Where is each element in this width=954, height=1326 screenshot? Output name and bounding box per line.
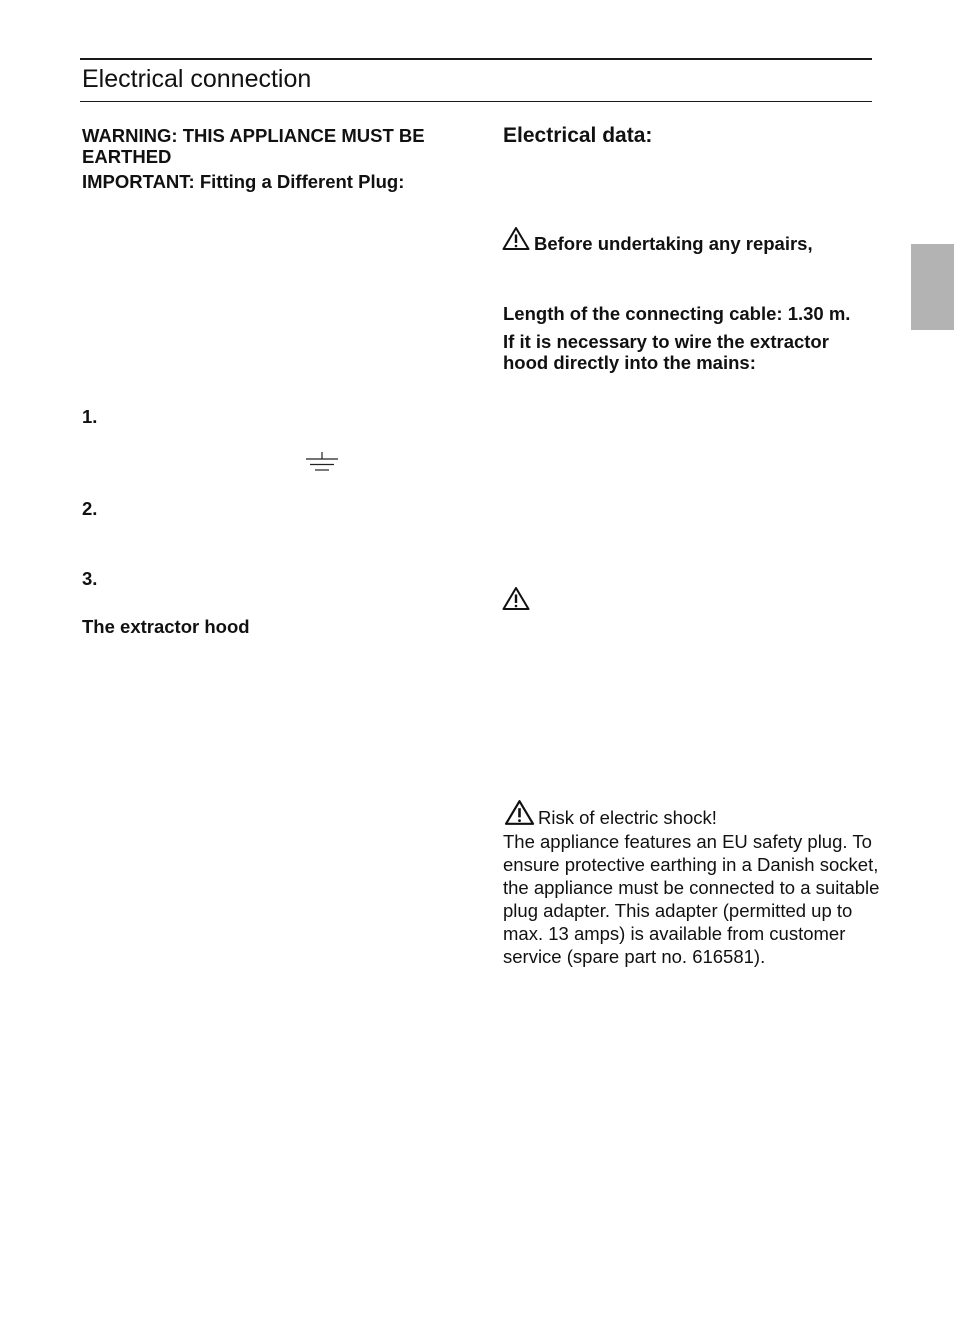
warning-triangle-icon [502,586,530,611]
page-title: Electrical connection [82,65,312,93]
warning-triangle-icon [502,226,530,251]
earth-symbol-icon [305,452,339,474]
header-rule-bottom [80,101,872,102]
repairs-warning-text: Before undertaking any repairs, [534,233,813,254]
electrical-data-heading: Electrical data: [503,124,653,147]
shock-warning-title: Risk of electric shock! [538,807,717,828]
step-1-number: 1. [82,406,98,427]
header-rule-top [80,58,872,60]
cable-length-text: Length of the connecting cable: 1.30 m. [503,303,851,324]
step-3-number: 3. [82,568,98,589]
side-section-tab [911,244,954,330]
extractor-hood-text: The extractor hood [82,616,250,637]
shock-warning-body: The appliance features an EU safety plug. To ensure protective earthing in a Danish socket, the appliance must be connected to a suitable plug adapter. This adapter (permitted up to max. 13 amps) is available from customer service (spare part no. 616581). [503,831,880,967]
fitting-plug-heading: IMPORTANT: Fitting a Different Plug: [82,171,405,192]
warning-triangle-icon [504,799,535,826]
mains-wiring-heading: If it is necessary to wire the extractor hood directly into the mains: [503,331,829,373]
step-2-number: 2. [82,498,98,519]
earthing-warning: WARNING: THIS APPLIANCE MUST BE EARTHED [82,125,425,167]
